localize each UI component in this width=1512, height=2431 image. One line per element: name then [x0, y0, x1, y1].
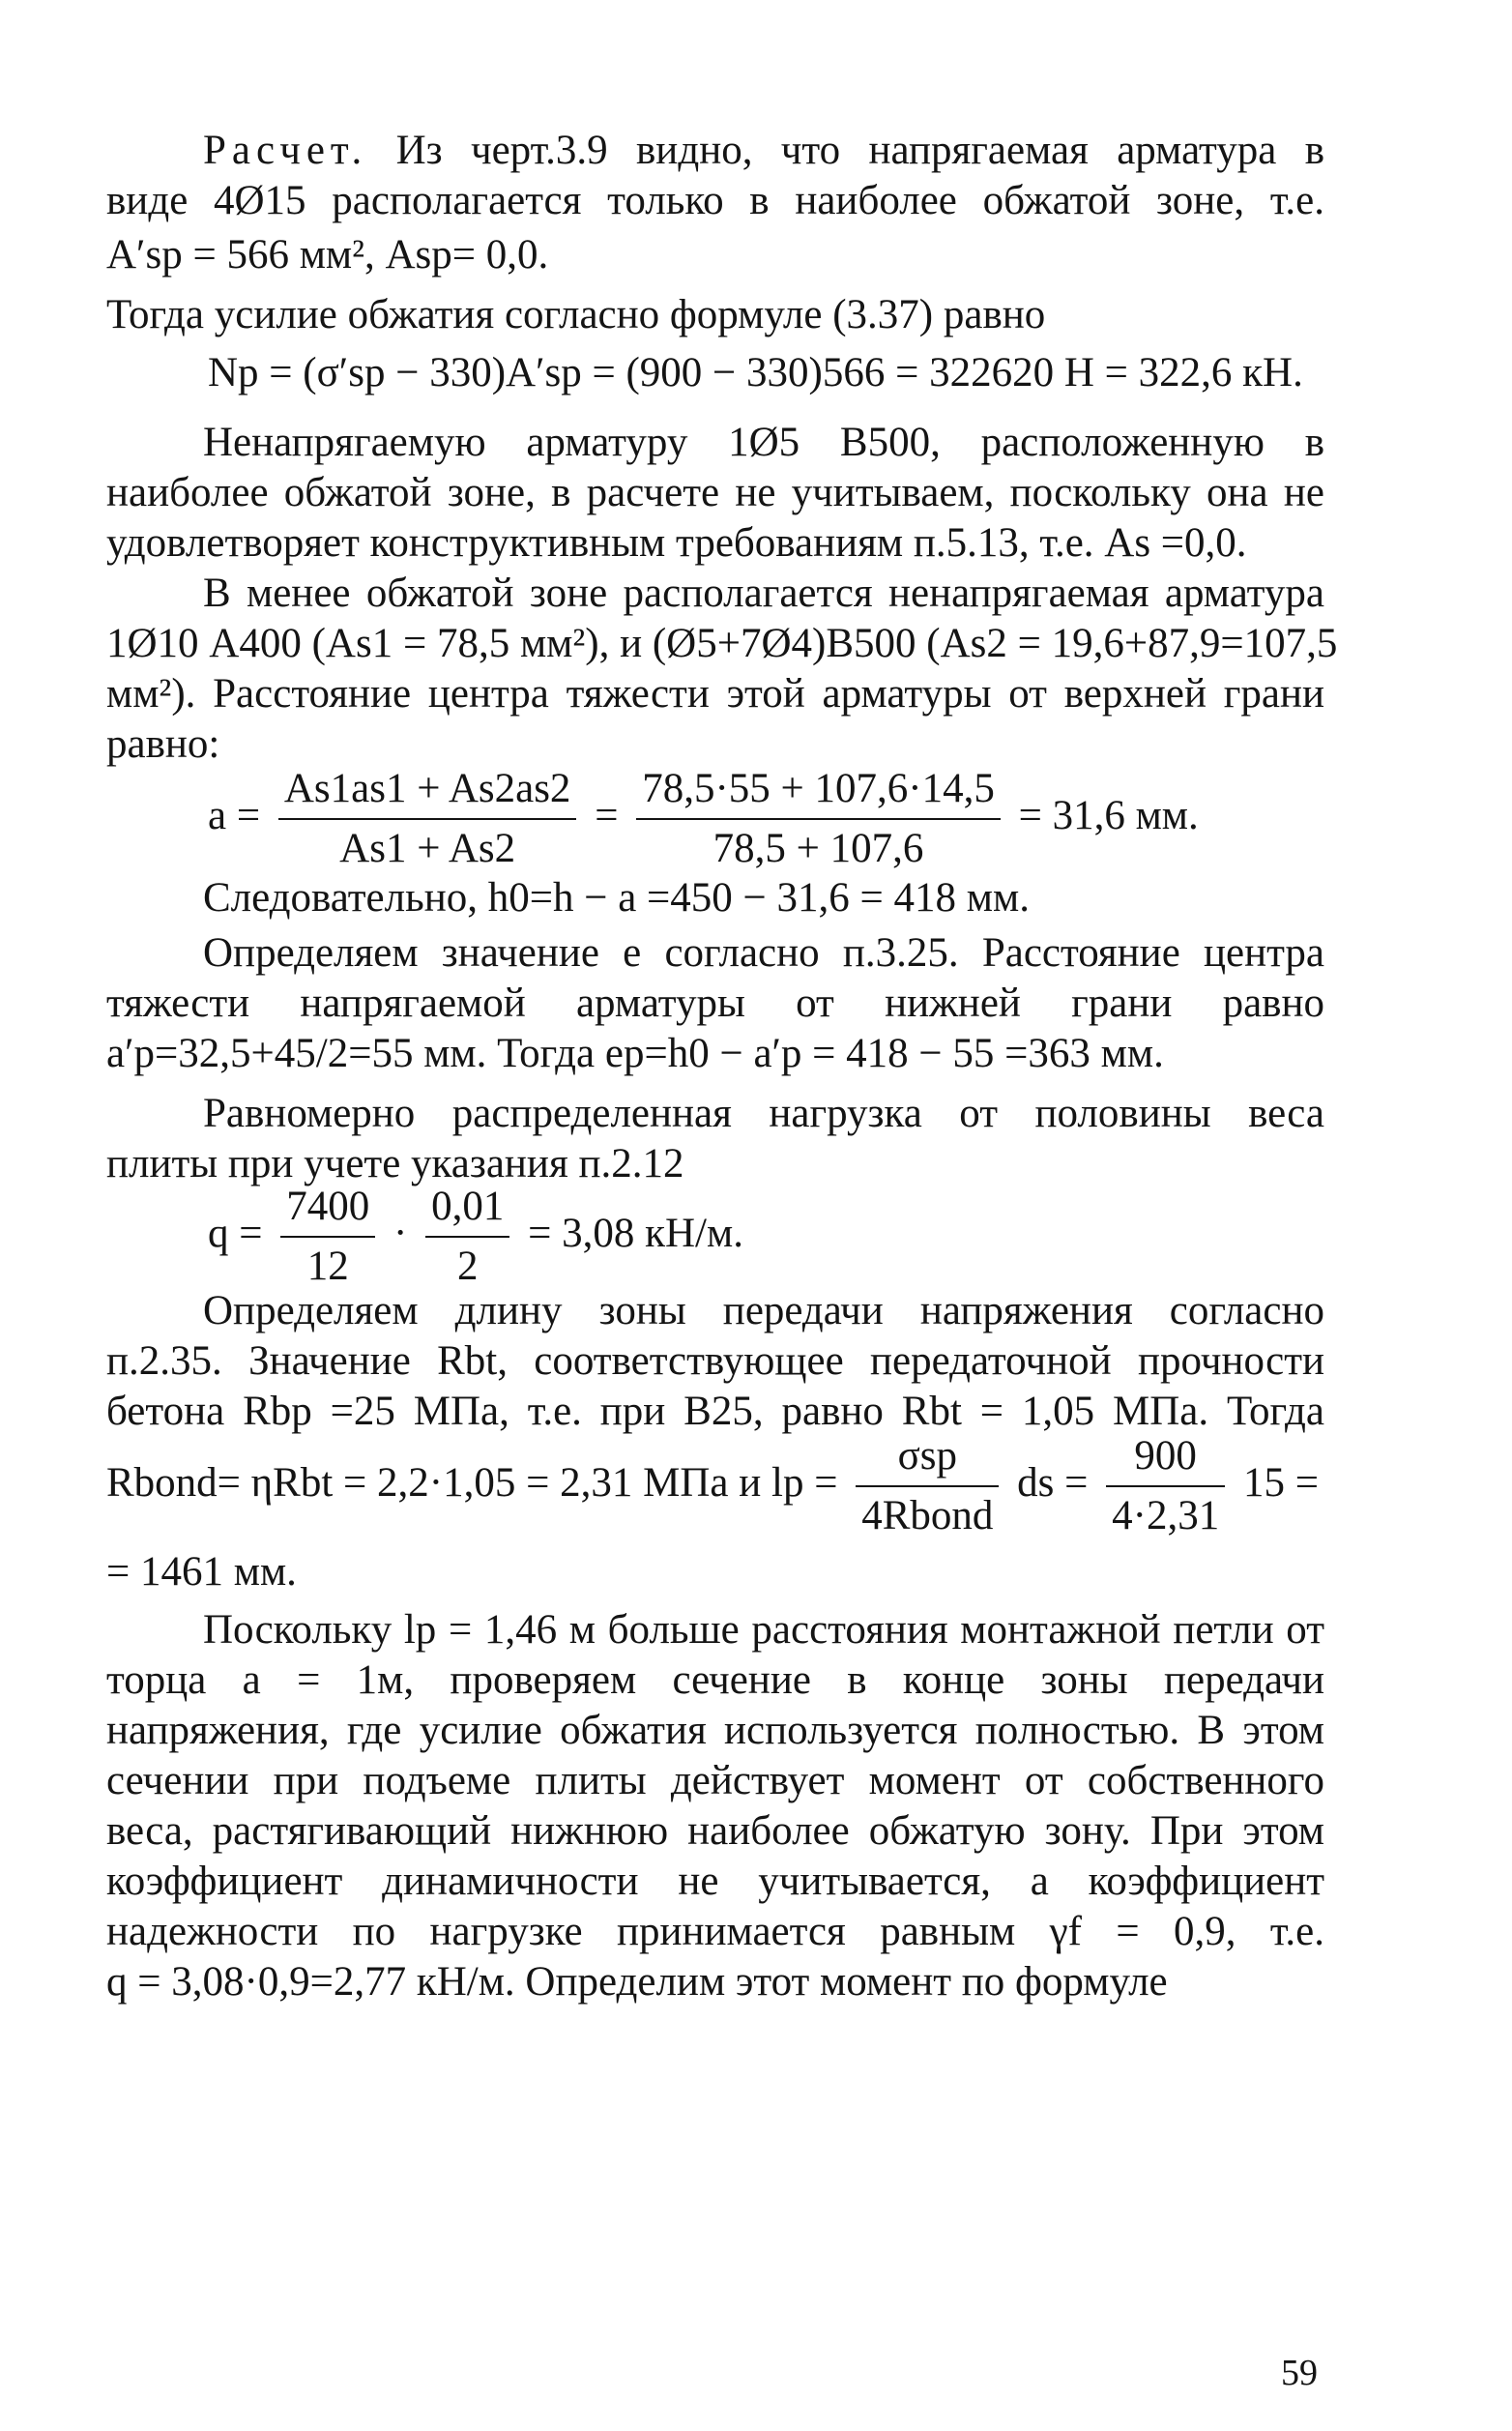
- equation-a: a = $\frac{As1as1 + As2as2}{As1 + As2}$ = $\frac{78,5\cdot 55 + 107,6\cdot 14,5}{78,5 + 107,6}$ = 31,6 мм.: [208, 764, 1199, 874]
- paragraph-4: Следовательно, h0=h − a =450 − 31,6 = 418 мм.: [203, 875, 1030, 921]
- paragraph-5-line-2: тяжести напрягаемой арматуры от нижней грани равно: [106, 981, 1324, 1026]
- paragraph-8-line-2: торца a = 1м, проверяем сечение в конце зоны передачи: [106, 1657, 1324, 1703]
- paragraph-8-line-5: веса, растягивающий нижнюю наиболее обжатую зону. При этом: [106, 1808, 1324, 1854]
- paragraph-6-line-1: Равномерно распределенная нагрузка от половины веса: [203, 1091, 1324, 1136]
- equation-q: q = $\frac{7400}{12}$ · $\frac{0,01}{2}$ = 3,08 кН/м.: [208, 1184, 743, 1289]
- paragraph-2-line-3: удовлетворяет конструктивным требованиям п.5.13, т.е. As =0,0.: [106, 520, 1247, 566]
- paragraph-3-line-4: равно:: [106, 721, 220, 767]
- paragraph-1-lead: Расчет.: [203, 128, 368, 173]
- paragraph-7-line-1: Определяем длину зоны передачи напряжения согласно: [203, 1288, 1324, 1333]
- paragraph-6-line-2: плиты при учете указания п.2.12: [106, 1141, 684, 1186]
- paragraph-1-line-3: A′sp = 566 мм², Asp= 0,0.: [106, 232, 549, 278]
- paragraph-2-line-2: наиболее обжатой зоне, в расчете не учитываем, поскольку она не: [106, 470, 1324, 515]
- equation-rbond-lhs: Rbond= ηRbt = 2,2·1,05 = 2,31 МПа и lp =: [106, 1459, 838, 1506]
- equation-a-fraction-symbolic: $\frac{As1as1 + As2as2}{As1 + As2}$: [278, 764, 577, 874]
- paragraph-3-line-3: мм²). Расстояние центра тяжести этой арматуры от верхней грани: [106, 671, 1324, 717]
- paragraph-7-line-3: бетона Rbp =25 МПа, т.е. при В25, равно Rbt = 1,05 МПа. Тогда: [106, 1389, 1324, 1434]
- equation-q-result: = 3,08 кН/м.: [528, 1210, 743, 1256]
- paragraph-7-line-4: = 1461 мм.: [106, 1549, 297, 1595]
- paragraph-8-line-8: q = 3,08·0,9=2,77 кН/м. Определим этот момент по формуле: [106, 1959, 1168, 2005]
- paragraph-1-line-4: Тогда усилие обжатия согласно формуле (3.37) равно: [106, 292, 1046, 337]
- paragraph-8-line-7: надежности по нагрузке принимается равным γf = 0,9, т.е.: [106, 1909, 1324, 1954]
- paragraph-2-line-1: Ненапрягаемую арматуру 1Ø5 В500, расположенную в: [203, 420, 1324, 465]
- paragraph-1-line-1: Расчет. Из черт.3.9 видно, что напрягаемая арматура в: [203, 128, 1324, 173]
- paragraph-5-line-1: Определяем значение e согласно п.3.25. Расстояние центра: [203, 930, 1324, 976]
- page-number: 59: [1281, 2353, 1318, 2393]
- equation-a-result: = 31,6 мм.: [1018, 792, 1199, 838]
- paragraph-8-line-1: Поскольку lp = 1,46 м больше расстояния монтажной петли от: [203, 1607, 1324, 1653]
- equation-np: Np = (σ′sp − 330)A′sp = (900 − 330)566 = 322620 Н = 322,6 кН.: [208, 350, 1303, 395]
- paragraph-7-line-2: п.2.35. Значение Rbt, соответствующее передаточной прочности: [106, 1338, 1324, 1384]
- paragraph-1-line-2: виде 4Ø15 располагается только в наиболее обжатой зоне, т.е.: [106, 178, 1324, 223]
- equation-a-fraction-numeric: $\frac{78,5\cdot 55 + 107,6\cdot 14,5}{78,5 + 107,6}$: [636, 764, 1001, 874]
- paragraph-3-line-2: 1Ø10 А400 (As1 = 78,5 мм²), и (Ø5+7Ø4)В500 (As2 = 19,6+87,9=107,5: [106, 621, 1338, 666]
- paragraph-5-line-3: a′p=32,5+45/2=55 мм. Тогда ep=h0 − a′p = 418 − 55 =363 мм.: [106, 1031, 1164, 1076]
- paragraph-8-line-6: коэффициент динамичности не учитывается, а коэффициент: [106, 1859, 1324, 1904]
- paragraph-8-line-3: напряжения, где усилие обжатия используется полностью. В этом: [106, 1708, 1324, 1753]
- equation-rbond: Rbond= ηRbt = 2,2·1,05 = 2,31 МПа и lp = $\frac{\text{σsp}}{\text{4Rbond}}$ ds = $\frac{900}{4\cdot 2,31}$ 15 =: [106, 1433, 1319, 1538]
- paragraph-8-line-4: сечении при подъеме плиты действует момент от собственного: [106, 1758, 1324, 1803]
- equation-q-lhs: q =: [208, 1210, 263, 1256]
- paragraph-3-line-1: В менее обжатой зоне располагается ненапрягаемая арматура: [203, 571, 1324, 616]
- equation-a-lhs: a =: [208, 792, 261, 838]
